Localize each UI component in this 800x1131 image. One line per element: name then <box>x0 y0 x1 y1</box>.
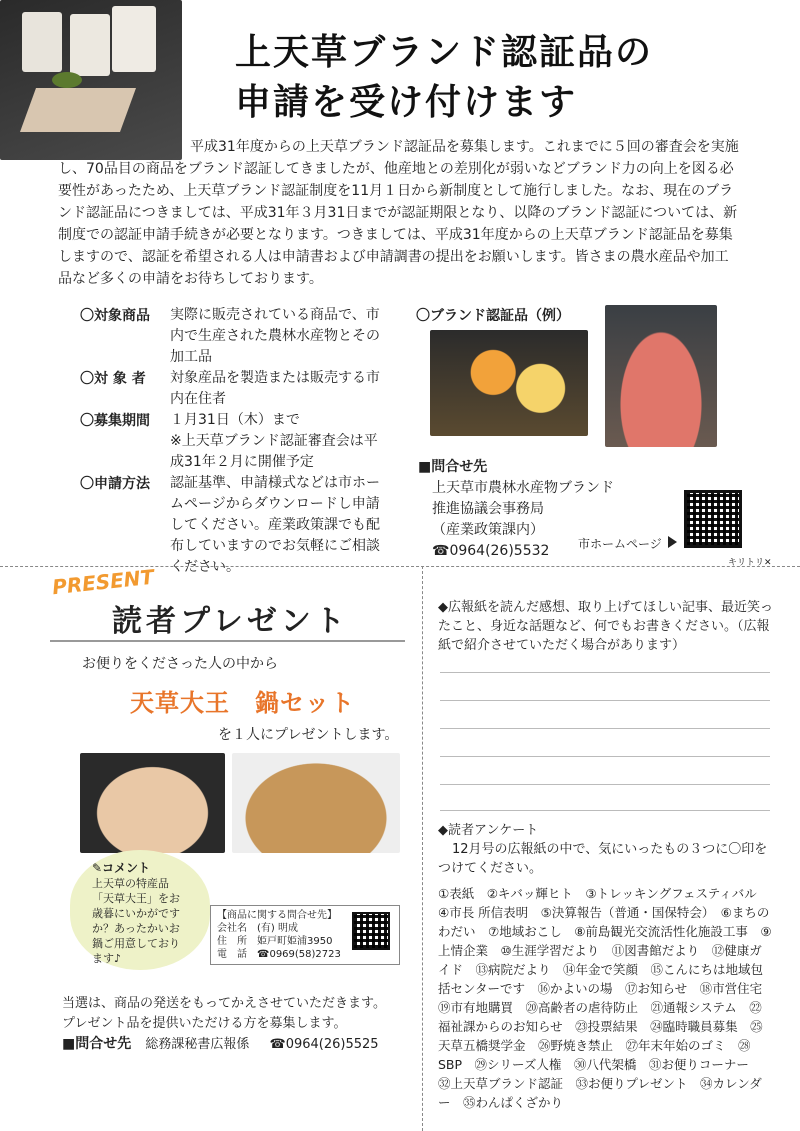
detail-row <box>80 410 390 431</box>
present-badge: PRESENT <box>51 564 156 600</box>
comment-label: ✎コメント <box>92 861 151 875</box>
company: 会社名 (有) 明成 <box>217 923 298 934</box>
company-phone: 電 話 ☎0969(58)2723 <box>217 949 341 960</box>
detail-label: 〇募集期間 <box>80 413 150 429</box>
form-divider <box>422 566 423 1131</box>
question-1: ◆広報紙を読んだ感想、取り上げてほしい記事、最近笑ったこと、身近な話題など、何でもお書きください。（広報紙で紹介させていただく場合があります） <box>438 600 773 653</box>
present-note-2: プレゼント品を提供いただける方を募集します。 <box>62 1016 347 1031</box>
present-contact-label: ■問合せ先 <box>62 1036 132 1052</box>
contact-phone: ☎0964(26)5532 <box>432 543 550 559</box>
detail-label: 〇申請方法 <box>80 476 150 492</box>
arrow-right-icon <box>668 536 677 548</box>
survey-items[interactable]: ①表紙 ②キバッ輝ヒト ③トレッキングフェスティバル ④市長 所信表明 ⑤決算報告（普通・国保特会） ⑥まちのわだい ⑦地域おこし ⑧前島観光交流活性化施設工事 ⑨上情企業 ⑩生涯学習だより ⑪図書館だより ⑫健康ガイド ⑬病院だより ⑭年金で笑顔 ⑮こんにちは地域包括センターです ⑯かよいの場 ⑰お知らせ ⑱市営住宅 ⑲市有地購買 ⑳高齢者の虐待防止 ㉑通報システム ㉒福祉課からのお知らせ ㉓投票結果 ㉔臨時職員募集 ㉕天草五橋奨学金 ㉖野焼き禁止 ㉗年末年始のゴミ ㉘ SBP ㉙シリーズ人権 ㉚八代架橋 ㉛お便りコーナー ㉜上天草ブランド認証 ㉝お便りプレゼント ㉞カレンダー ㉟わんぱくざかり <box>438 886 775 1110</box>
detail-label: 〇対象商品 <box>80 308 150 324</box>
detail-text: 実際に販売されている商品で、市内で生産された農林水産物とその加工品 <box>170 307 380 365</box>
details-list <box>80 305 390 578</box>
hp-label: 市ホームページ <box>578 537 662 551</box>
detail-row <box>80 473 390 578</box>
product-contact-title: 【商品に関する問合せ先】 <box>217 910 337 921</box>
comment-bubble <box>70 850 210 970</box>
present-intro: お便りをくださった人の中から <box>82 656 278 672</box>
present-note-1: 当選は、商品の発送をもってかえさせていただきます。 <box>62 996 386 1011</box>
detail-text: 認証基準、申請様式などは市ホームページからダウンロードし申請してください。産業政策課でも配布していますのでお気軽にご相談ください。 <box>170 475 380 575</box>
cut-line <box>0 566 800 567</box>
detail-text: ※上天草ブランド認証審査会は平成31年２月に開催予定 <box>170 433 378 470</box>
detail-text: 対象産品を製造または販売する市内在住者 <box>170 370 380 407</box>
page-title <box>235 28 755 128</box>
prize-name: 天草大王 鍋セット <box>130 689 355 717</box>
fish-photo <box>605 305 717 447</box>
writing-line[interactable] <box>440 784 770 785</box>
present-contact-dept: 総務課秘書広報係 <box>145 1037 250 1052</box>
detail-label: 〇対 象 者 <box>80 371 146 387</box>
brand-examples-label: 〇ブランド認証品（例） <box>416 308 570 324</box>
contact-label: ■問合せ先 <box>418 459 488 475</box>
writing-line[interactable] <box>440 810 770 811</box>
detail-row <box>80 305 390 368</box>
comment-text: 上天草の特産品「天草大王」をお歳暮にいかがですか？あったかいお鍋ご用意しております♪ <box>92 877 180 965</box>
detail-text: １月31日（木）まで <box>170 412 300 428</box>
present-contact-phone: ☎0964(26)5525 <box>269 1037 379 1052</box>
writing-line[interactable] <box>440 700 770 701</box>
prize-count: を１人にプレゼントします。 <box>218 727 399 743</box>
title-line-2: 申請を受け付けます <box>235 82 578 123</box>
writing-line[interactable] <box>440 728 770 729</box>
present-title-underline <box>50 640 405 642</box>
nabe-photo <box>80 753 225 853</box>
intro-text: 平成31年度からの上天草ブランド認証品を募集します。これまでに５回の審査会を実施し、70品目の商品をブランド認証してきましたが、他産地との差別化が弱いなどブランド力の向上を図る必要性があったため、上天草ブランド認証制度を11月１日から新制度として施行しました。なお、現在のブランド認証品につきましては、平成31年３月31日までが認証期限となり、以降のブランド認証については、新制度での認証申請手続きが必要となります。つきましては、平成31年度からの上天草ブランド認証品を募集しますので、認証を希望される人は申請書および申請調書の提出をお願いします。皆さまの農水産品や加工品など多くの申請をお待ちしております。 <box>58 139 739 287</box>
detail-label <box>80 431 170 473</box>
contact-line: （産業政策課内） <box>432 522 544 538</box>
vegetables-photo <box>430 330 588 436</box>
title-line-1: 上天草ブランド認証品の <box>235 32 654 73</box>
present-contact <box>62 1034 379 1055</box>
address: 住 所 姫戸町姫浦3950 <box>217 936 333 947</box>
set-photo <box>232 753 400 853</box>
cut-label: キリトリ✕ <box>728 558 772 568</box>
contact-line: 上天草市農林水産物ブランド <box>432 480 614 496</box>
qr-code-icon <box>684 490 742 548</box>
writing-line[interactable] <box>440 672 770 673</box>
survey-title: ◆読者アンケート <box>438 823 539 838</box>
detail-row <box>80 431 390 473</box>
contact-line: 推進協議会事務局 <box>432 501 544 517</box>
survey-intro: 12月号の広報紙の中で、気にいったもの３つに〇印をつけてください。 <box>438 842 768 876</box>
qr-code-icon <box>352 912 390 950</box>
present-title: 読者プレゼント <box>112 604 349 639</box>
detail-row <box>80 368 390 410</box>
writing-line[interactable] <box>440 756 770 757</box>
